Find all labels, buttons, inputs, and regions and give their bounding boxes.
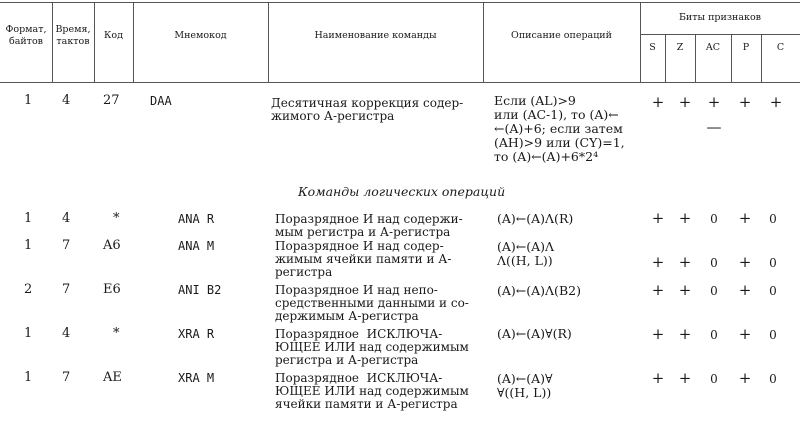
flag-p: + [738,369,752,387]
flag-c: 0 [769,372,777,386]
row-name: Поразрядное ИСКЛЮЧА- ЮЩЕЕ ИЛИ над содержимым ячейки памяти и А-регистра [275,371,469,411]
row-mnemonic: XRA M [178,371,215,385]
flag-p: + [738,253,752,271]
header-flags-group: Биты признаков [678,12,762,23]
row-time: 7 [62,282,71,297]
row-code: AE [103,370,122,385]
flag-s: + [651,325,665,343]
header-bottom-rule [0,82,800,83]
flag-s: + [651,253,665,271]
flag-p: + [738,325,752,343]
row-description: (A)←(A)Λ(R) [497,211,574,226]
row-time: 7 [62,238,71,253]
col-divider [268,2,269,82]
header-name: Наименование команды [314,30,437,41]
row-description: (A)←(A)∀(R) [497,326,572,341]
header-flag-s: S [649,42,656,53]
header-flag-ac: AC [705,42,721,53]
header-flag-c: C [776,42,785,53]
header-top-rule [0,2,800,3]
flag-ac: + [707,93,721,111]
row-code: 27 [103,93,120,108]
flag-ac: 0 [710,256,718,270]
flag-z: + [678,281,692,299]
col-divider [94,2,95,82]
row-mnemonic: XRA R [178,327,215,341]
flag-z: + [678,209,692,227]
flag-z: + [678,369,692,387]
row-name: Поразрядное И над непо- средственными данными и со- держимым А-регистра [275,283,469,323]
flag-ac: 0 [710,284,718,298]
header-flag-z: Z [676,42,684,53]
flag-p: + [738,209,752,227]
row-name: Поразрядное ИСКЛЮЧА- ЮЩЕЕ ИЛИ над содержимым регистра и А-регистра [275,327,469,367]
row-mnemonic: ANA M [178,239,215,253]
flag-ac-dash: — [706,118,722,136]
row-description: Если (AL)>9 или (AC-1), то (A)← ←(A)+6; если затем (AH)>9 или (CY)=1, то (A)←(A)+6*2⁴ [494,93,625,164]
flag-s: + [651,209,665,227]
row-time: 4 [62,93,71,108]
row-format: 1 [24,370,33,385]
row-description: (A)←(A)Λ(B2) [497,283,581,298]
row-name: Поразрядное И над содер- жимым ячейки памяти и А- регистра [275,239,452,279]
flags-subheader-rule [640,34,800,35]
col-divider [483,2,484,82]
row-format: 1 [24,93,33,108]
flag-c: 0 [769,284,777,298]
row-description: (A)←(A)Λ Λ((H, L)) [497,239,555,268]
flag-ac: 0 [710,212,718,226]
row-time: 7 [62,370,71,385]
row-format: 1 [24,326,33,341]
row-code: E6 [103,282,121,297]
flag-p: + [738,93,752,111]
flag-c: 0 [769,212,777,226]
row-mnemonic: ANI B2 [178,283,222,297]
row-format: 1 [24,211,33,226]
flag-p: + [738,281,752,299]
header-format: Формат, байтов [5,24,47,47]
header-time: Время, тактов [55,24,91,47]
header-flag-p: P [742,42,750,53]
row-code: * [113,211,120,226]
row-description: (A)←(A)∀ ∀((H, L)) [497,371,553,400]
row-time: 4 [62,326,71,341]
flag-ac: 0 [710,372,718,386]
row-name: Поразрядное И над содержи- мым регистра и А-регистра [275,212,463,239]
flag-s: + [651,93,665,111]
header-code: Код [104,30,123,41]
header-description: Описание операций [511,30,612,41]
row-format: 2 [24,282,33,297]
row-format: 1 [24,238,33,253]
row-mnemonic: DAA [150,94,172,108]
flag-c: 0 [769,328,777,342]
flag-z: + [678,93,692,111]
row-code: * [113,326,120,341]
row-code: A6 [103,238,121,253]
section-title: Команды логических операций [298,184,506,199]
flag-s: + [651,369,665,387]
flag-z: + [678,253,692,271]
row-mnemonic: ANA R [178,212,215,226]
flag-ac: 0 [710,328,718,342]
flag-s: + [651,281,665,299]
flag-z: + [678,325,692,343]
col-divider [133,2,134,82]
row-time: 4 [62,211,71,226]
flag-c: 0 [769,256,777,270]
row-name: Десятичная коррекция содер- жимого А-регистра [271,96,464,123]
flag-c: + [769,93,783,111]
header-mnemonic: Мнемокод [174,30,227,41]
